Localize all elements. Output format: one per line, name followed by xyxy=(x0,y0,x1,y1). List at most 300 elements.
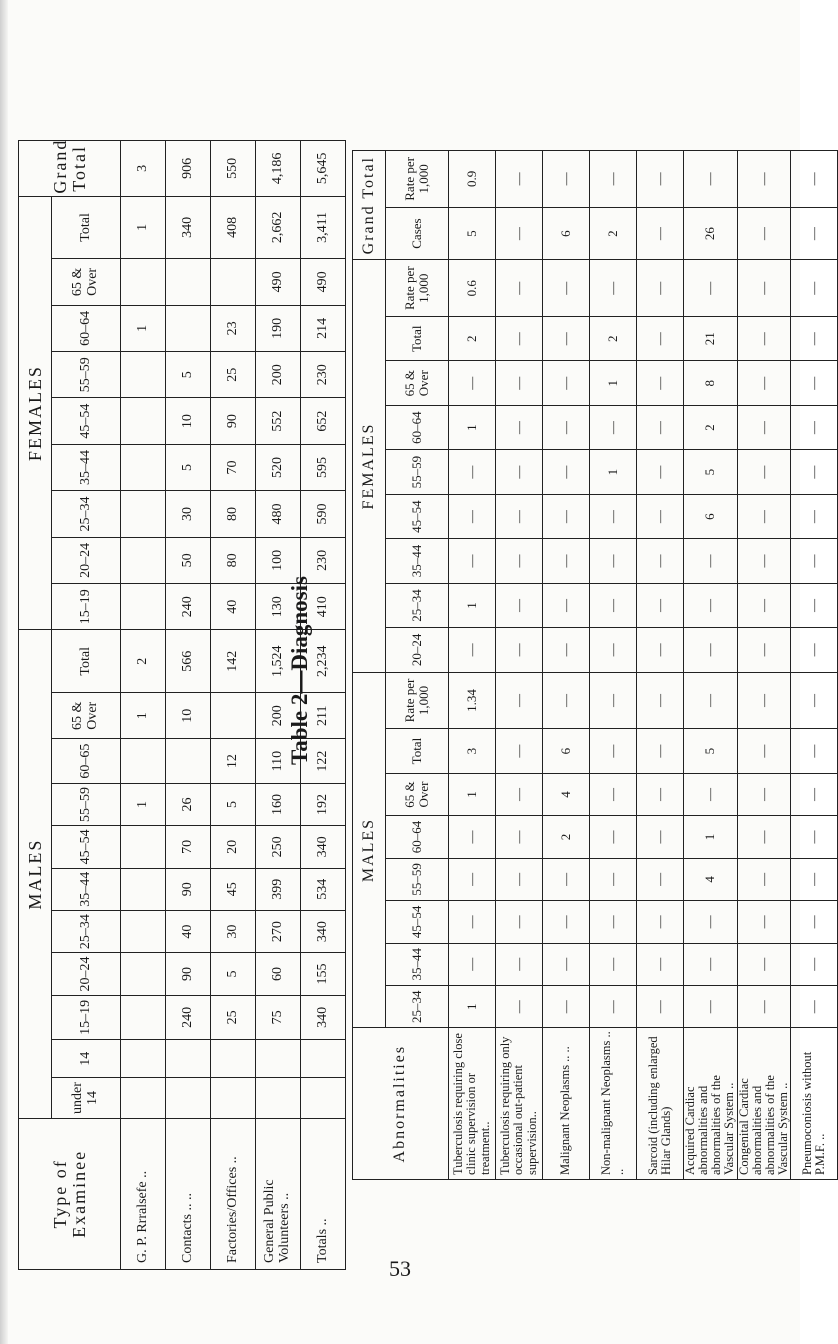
table-cell: 2 xyxy=(590,207,637,260)
table-cell: — xyxy=(543,628,590,672)
male-age-header: 35–44 xyxy=(52,868,121,910)
table-cell: 399 xyxy=(256,868,301,910)
table-cell: — xyxy=(449,628,496,672)
table-cell: — xyxy=(590,985,637,1027)
table-cell xyxy=(121,352,166,398)
table-cell: — xyxy=(684,672,738,729)
table-cell: 30 xyxy=(166,491,211,537)
table-cell: — xyxy=(496,773,543,815)
female-age-header: 45–54 xyxy=(52,398,121,444)
table-cell: 45 xyxy=(211,868,256,910)
table-cell: — xyxy=(590,816,637,858)
table-cell xyxy=(211,693,256,739)
table-cell: 230 xyxy=(301,537,346,583)
row-label: Factories/Offices .. xyxy=(211,1118,256,1269)
table-cell: 1 xyxy=(590,450,637,494)
header-age-row xyxy=(386,151,449,1180)
table-cell: — xyxy=(543,361,590,405)
table-cell: 4,186 xyxy=(256,141,301,197)
table-cell: 2 xyxy=(449,317,496,361)
table-cell: — xyxy=(543,672,590,729)
table-cell: — xyxy=(449,943,496,985)
female-age-header: 45–54 xyxy=(386,494,449,538)
row-label: General Public Volunteers .. xyxy=(256,1118,301,1269)
table-cell: — xyxy=(637,901,684,943)
table-cell: 3 xyxy=(449,729,496,773)
table-cell: 1 xyxy=(684,816,738,858)
male-age-header: 60–64 xyxy=(386,816,449,858)
table-cell: — xyxy=(737,985,791,1027)
table-cell: — xyxy=(496,816,543,858)
table-cell: — xyxy=(791,317,838,361)
table-cell: 652 xyxy=(301,398,346,444)
table-cell: 340 xyxy=(301,995,346,1039)
table-cell: — xyxy=(737,207,791,260)
table-cell: — xyxy=(737,773,791,815)
table-cell: 4 xyxy=(684,858,738,900)
table-cell: — xyxy=(590,729,637,773)
table-cell: 2,234 xyxy=(301,630,346,693)
table-cell: — xyxy=(590,494,637,538)
table-cell: 1 xyxy=(449,985,496,1027)
table-cell xyxy=(121,1078,166,1118)
table-cell: 200 xyxy=(256,693,301,739)
row-label: Malignant Neoplasms .. .. xyxy=(543,1028,590,1180)
female-age-header: 20–24 xyxy=(52,537,121,583)
table-row xyxy=(590,151,637,1180)
table-cell: — xyxy=(737,151,791,208)
table-cell: — xyxy=(737,450,791,494)
table-cell: — xyxy=(637,405,684,449)
table-cell: 200 xyxy=(256,352,301,398)
table-cell: 70 xyxy=(211,444,256,490)
table-cell: — xyxy=(590,583,637,627)
male-age-header: 35–44 xyxy=(386,943,449,985)
table-cell: 590 xyxy=(301,491,346,537)
table-cell: — xyxy=(791,151,838,208)
table-cell: — xyxy=(590,151,637,208)
table-cell: 2,662 xyxy=(256,196,301,259)
table-cell: — xyxy=(449,858,496,900)
table-cell: — xyxy=(496,858,543,900)
table-cell: — xyxy=(637,943,684,985)
table-cell: 80 xyxy=(211,537,256,583)
row-label: Tuberculosis requiring only occasional out-patient supervision.. xyxy=(496,1028,543,1180)
table-cell: — xyxy=(684,985,738,1027)
male-age-header: Total xyxy=(52,630,121,693)
page-number: 53 xyxy=(389,1256,411,1281)
table-cell: — xyxy=(496,405,543,449)
table-cell: — xyxy=(496,583,543,627)
table-cell: — xyxy=(449,494,496,538)
female-age-header: Total xyxy=(386,317,449,361)
table-cell xyxy=(121,910,166,952)
table-cell: 906 xyxy=(166,141,211,197)
table-cell: 130 xyxy=(256,584,301,630)
table-cell: — xyxy=(496,361,543,405)
female-age-header: 65 & Over xyxy=(386,361,449,405)
male-age-header: 65 & Over xyxy=(386,773,449,815)
male-age-header: 55–59 xyxy=(386,858,449,900)
table-cell: 3 xyxy=(121,141,166,197)
female-age-header: 15–19 xyxy=(52,584,121,630)
male-age-header: Total xyxy=(386,729,449,773)
table-cell: — xyxy=(637,628,684,672)
table-cell: 90 xyxy=(211,398,256,444)
table-cell xyxy=(121,995,166,1039)
table-cell: 240 xyxy=(166,584,211,630)
table-cell xyxy=(211,1078,256,1118)
table-cell: 270 xyxy=(256,910,301,952)
table-cell xyxy=(121,826,166,868)
table-cell: 26 xyxy=(684,207,738,260)
header-females: FEMALES xyxy=(19,196,52,630)
table-cell: — xyxy=(496,317,543,361)
table-cell: 5 xyxy=(166,444,211,490)
table-cell: — xyxy=(590,405,637,449)
table-cell: — xyxy=(791,405,838,449)
table-cell: — xyxy=(737,539,791,583)
table-cell: 490 xyxy=(301,259,346,305)
table-cell: 90 xyxy=(166,868,211,910)
table-cell: — xyxy=(590,628,637,672)
grand-total-subheader: Cases xyxy=(386,207,449,260)
row-label: Congenital Cardiac abnormalities and abnormalities of the Vascular System .. xyxy=(737,1028,791,1180)
header-group-row xyxy=(19,141,52,1270)
table-cell: — xyxy=(791,583,838,627)
table-cell: 340 xyxy=(301,910,346,952)
table-cell xyxy=(121,1040,166,1078)
table-cell: 1 xyxy=(121,305,166,351)
row-label: Contacts .. .. xyxy=(166,1118,211,1269)
female-age-header: 55–59 xyxy=(386,450,449,494)
table-cell: 410 xyxy=(301,584,346,630)
table-cell: 230 xyxy=(301,352,346,398)
table-cell: — xyxy=(737,729,791,773)
table-cell: — xyxy=(637,858,684,900)
table-cell: — xyxy=(737,361,791,405)
table-cell: — xyxy=(637,450,684,494)
table-cell: — xyxy=(791,773,838,815)
table-cell: — xyxy=(737,901,791,943)
table-cell: — xyxy=(637,672,684,729)
table-cell: 480 xyxy=(256,491,301,537)
table-cell: 40 xyxy=(211,584,256,630)
table-cell: — xyxy=(791,361,838,405)
table-cell: 1 xyxy=(449,405,496,449)
header-group-row xyxy=(353,151,386,1180)
table-cell: 5 xyxy=(449,207,496,260)
diagnosis-table-wrapper xyxy=(352,150,838,1180)
male-age-header: 15–19 xyxy=(52,995,121,1039)
table-cell: — xyxy=(496,260,543,317)
table-row xyxy=(121,141,166,1270)
table-cell: 25 xyxy=(211,352,256,398)
table-cell: 70 xyxy=(166,826,211,868)
table-cell: — xyxy=(737,672,791,729)
header-grand-total: Grand Total xyxy=(19,141,121,197)
table-cell: — xyxy=(543,539,590,583)
table-cell: — xyxy=(684,151,738,208)
table-cell xyxy=(256,1040,301,1078)
table-cell: 190 xyxy=(256,305,301,351)
table-cell: — xyxy=(791,729,838,773)
table-cell: — xyxy=(791,985,838,1027)
row-label: Acquired Cardiac abnormalities and abnormalities of the Vascular System .. xyxy=(684,1028,738,1180)
table-cell: — xyxy=(637,773,684,815)
table-cell: — xyxy=(496,943,543,985)
table-cell xyxy=(121,584,166,630)
table-cell: — xyxy=(590,943,637,985)
diagnosis-table xyxy=(352,150,838,1180)
table-cell: — xyxy=(791,450,838,494)
table-cell: 50 xyxy=(166,537,211,583)
table-cell: 160 xyxy=(256,783,301,825)
table-cell: 80 xyxy=(211,491,256,537)
table-cell xyxy=(256,1078,301,1118)
table-cell: — xyxy=(637,260,684,317)
table-cell: — xyxy=(449,361,496,405)
table-cell: 6 xyxy=(543,729,590,773)
table-cell: — xyxy=(737,943,791,985)
table-cell: 25 xyxy=(211,995,256,1039)
table-cell: 2 xyxy=(543,816,590,858)
table-row xyxy=(737,151,791,1180)
table-cell: 534 xyxy=(301,868,346,910)
table-cell: — xyxy=(449,450,496,494)
table-cell: — xyxy=(637,729,684,773)
table-cell xyxy=(121,953,166,995)
table-cell: 155 xyxy=(301,953,346,995)
table-cell: — xyxy=(684,260,738,317)
table-cell: — xyxy=(543,985,590,1027)
female-age-header: 65 & Over xyxy=(52,259,121,305)
table-cell: 5 xyxy=(211,953,256,995)
male-age-header: 45–54 xyxy=(386,901,449,943)
table-cell: 60 xyxy=(256,953,301,995)
table-cell: 30 xyxy=(211,910,256,952)
table-cell: — xyxy=(543,260,590,317)
table-cell: — xyxy=(590,672,637,729)
table-cell: — xyxy=(737,494,791,538)
table-cell: 552 xyxy=(256,398,301,444)
table-cell: 1,524 xyxy=(256,630,301,693)
table-cell: — xyxy=(791,539,838,583)
table-cell: 122 xyxy=(301,739,346,783)
header-males: MALES xyxy=(353,672,386,1028)
grand-total-subheader: Rate per 1,000 xyxy=(386,151,449,208)
row-label: Sarcoid (including enlarged Hilar Glands) xyxy=(637,1028,684,1180)
table-cell: — xyxy=(543,317,590,361)
table-cell: — xyxy=(590,260,637,317)
male-age-header: 25–34 xyxy=(386,985,449,1027)
table-cell: — xyxy=(496,628,543,672)
header-type-of-examinee: Type of Examinee xyxy=(19,1118,121,1269)
table-cell: — xyxy=(684,583,738,627)
table-cell: 408 xyxy=(211,196,256,259)
table-row xyxy=(543,151,590,1180)
table-cell: — xyxy=(684,901,738,943)
table-cell: — xyxy=(496,450,543,494)
table-cell: — xyxy=(791,207,838,260)
male-age-header: 45–54 xyxy=(52,826,121,868)
table-cell: 3,411 xyxy=(301,196,346,259)
male-age-header: under 14 xyxy=(52,1078,121,1118)
female-age-header: Total xyxy=(52,196,121,259)
table-cell: — xyxy=(637,539,684,583)
table-row xyxy=(684,151,738,1180)
header-abnormalities: Abnormalities xyxy=(353,1028,449,1180)
table-row xyxy=(449,151,496,1180)
table-cell: — xyxy=(543,494,590,538)
table-cell: 5 xyxy=(211,783,256,825)
table-cell: — xyxy=(791,494,838,538)
table-cell: — xyxy=(684,539,738,583)
table-cell: — xyxy=(791,901,838,943)
table-cell: 75 xyxy=(256,995,301,1039)
table-cell: — xyxy=(543,943,590,985)
row-label: Non-malignant Neoplasms .. .. xyxy=(590,1028,637,1180)
table-cell xyxy=(166,1078,211,1118)
table-cell: — xyxy=(791,816,838,858)
table-cell: — xyxy=(737,260,791,317)
table-cell: 566 xyxy=(166,630,211,693)
table-cell: 240 xyxy=(166,995,211,1039)
table-cell: 211 xyxy=(301,693,346,739)
table-cell: 12 xyxy=(211,739,256,783)
header-age-row xyxy=(52,141,121,1270)
table-cell: — xyxy=(737,816,791,858)
table-title: Table 2—Diagnosis xyxy=(287,576,312,765)
table-cell: — xyxy=(590,539,637,583)
table-cell: 250 xyxy=(256,826,301,868)
table-cell: 20 xyxy=(211,826,256,868)
table-cell: 340 xyxy=(301,826,346,868)
table-cell: 10 xyxy=(166,693,211,739)
table-cell: 1 xyxy=(449,583,496,627)
table-row xyxy=(496,151,543,1180)
table-cell: — xyxy=(684,628,738,672)
table-cell: — xyxy=(637,816,684,858)
female-age-header: 60–64 xyxy=(386,405,449,449)
table-cell: — xyxy=(543,583,590,627)
table-cell: — xyxy=(637,207,684,260)
table-cell: — xyxy=(637,583,684,627)
table-cell: — xyxy=(543,901,590,943)
table-cell: — xyxy=(449,816,496,858)
table-cell xyxy=(166,305,211,351)
table-cell: 5 xyxy=(684,450,738,494)
table-cell: 10 xyxy=(166,398,211,444)
table-cell: 1 xyxy=(449,773,496,815)
table-cell: 1 xyxy=(121,783,166,825)
table-cell: 2 xyxy=(121,630,166,693)
table-cell xyxy=(166,259,211,305)
table-cell: 595 xyxy=(301,444,346,490)
table-cell: — xyxy=(590,773,637,815)
table-cell: 214 xyxy=(301,305,346,351)
row-label: Tuberculosis requiring close clinic supervision or treatment.. xyxy=(449,1028,496,1180)
table-cell: 6 xyxy=(543,207,590,260)
table-cell: — xyxy=(791,672,838,729)
table-cell: — xyxy=(637,317,684,361)
table-cell xyxy=(166,739,211,783)
table-cell: — xyxy=(637,985,684,1027)
table-cell xyxy=(121,537,166,583)
table-cell: 550 xyxy=(211,141,256,197)
table-cell: — xyxy=(590,858,637,900)
male-age-header: 25–34 xyxy=(52,910,121,952)
table-cell xyxy=(166,1040,211,1078)
table-cell xyxy=(121,868,166,910)
table-cell: 0.6 xyxy=(449,260,496,317)
table-cell: — xyxy=(449,539,496,583)
table-cell: 1 xyxy=(590,361,637,405)
table-row xyxy=(211,141,256,1270)
table-cell: 4 xyxy=(543,773,590,815)
table-cell xyxy=(121,259,166,305)
male-age-header: 60–65 xyxy=(52,739,121,783)
table-cell xyxy=(121,491,166,537)
header-grand-total: Grand Total xyxy=(353,151,386,260)
table-cell: 26 xyxy=(166,783,211,825)
table-cell: — xyxy=(590,901,637,943)
table-cell: — xyxy=(791,943,838,985)
table-cell: — xyxy=(496,539,543,583)
table-cell: — xyxy=(637,494,684,538)
table-cell: 5 xyxy=(684,729,738,773)
header-males: MALES xyxy=(19,630,52,1118)
table-cell xyxy=(301,1040,346,1078)
table-cell: 5 xyxy=(166,352,211,398)
table-cell: 0.9 xyxy=(449,151,496,208)
table-cell xyxy=(211,1040,256,1078)
row-label: Totals .. xyxy=(301,1118,346,1269)
table-cell: 340 xyxy=(166,196,211,259)
male-age-header: 55–59 xyxy=(52,783,121,825)
table-cell: — xyxy=(791,260,838,317)
table-cell: — xyxy=(737,583,791,627)
table-cell: 1 xyxy=(121,196,166,259)
table-row xyxy=(791,151,838,1180)
table-cell: 142 xyxy=(211,630,256,693)
table-cell: — xyxy=(496,494,543,538)
title-wrapper xyxy=(287,576,313,765)
table-cell: — xyxy=(543,151,590,208)
table-cell: — xyxy=(496,901,543,943)
female-age-header: 25–34 xyxy=(52,491,121,537)
table-cell: — xyxy=(737,628,791,672)
table-cell xyxy=(121,739,166,783)
table-cell: — xyxy=(737,317,791,361)
table-cell xyxy=(211,259,256,305)
table-cell: — xyxy=(737,405,791,449)
table-cell: 2 xyxy=(684,405,738,449)
row-label: Pneumoconiosis without P.M.F. .. xyxy=(791,1028,838,1180)
header-females: FEMALES xyxy=(353,260,386,672)
table-cell xyxy=(301,1078,346,1118)
table-cell: — xyxy=(737,858,791,900)
table-cell: 1.34 xyxy=(449,672,496,729)
female-age-header: 35–44 xyxy=(386,539,449,583)
table-cell: 5,645 xyxy=(301,141,346,197)
male-age-header: 20–24 xyxy=(52,953,121,995)
table-cell: — xyxy=(543,405,590,449)
table-cell: 520 xyxy=(256,444,301,490)
female-age-header: 25–34 xyxy=(386,583,449,627)
table-cell: 1 xyxy=(121,693,166,739)
table-cell xyxy=(121,398,166,444)
